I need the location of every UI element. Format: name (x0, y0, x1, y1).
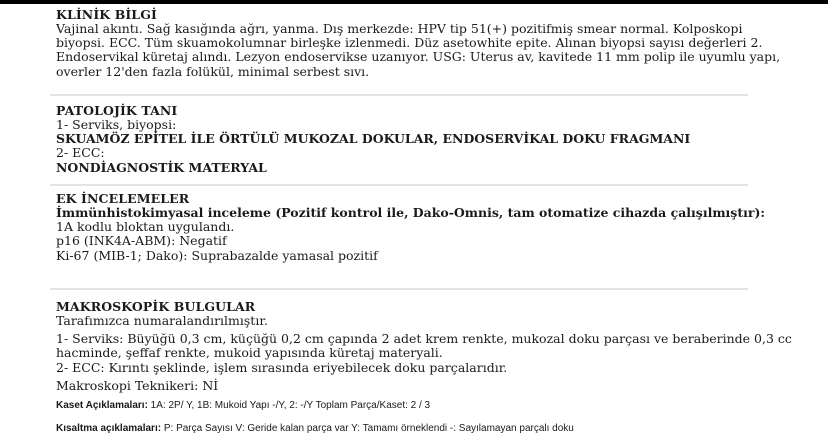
macro-item-2: 2- ECC: Kırıntı şeklinde, işlem sırasında eriyebilecek doku parçalarıdır. (56, 359, 508, 375)
abbreviation-descriptions (56, 422, 742, 435)
macro-item-1-line-2: hacminde, şeffaf renkte, mukoid yapısında küretaj materyali. (56, 345, 443, 361)
cassette-descriptions (56, 399, 742, 412)
abbreviation-label: Kısaltma açıklamaları: (56, 423, 162, 435)
abbreviation-text: P: Parça Sayısı V: Geride kalan parça var Y: Tamamı örneklendi -: Sayılamayan parçalı doku (161, 423, 574, 435)
ihc-p16-result: p16 (INK4A-ABM): Negatif (56, 233, 227, 249)
clinical-info-section (50, 7, 781, 96)
pathology-diagnosis-section (50, 104, 748, 186)
macroscopic-findings-section (50, 299, 792, 440)
macro-intro: Tarafımızca numaralandırılmıştır. (56, 313, 268, 328)
diagnosis-item-1-label: 1- Serviks, biyopsi: (56, 117, 177, 132)
diagnosis-item-2-result: NONDİAGNOSTİK MATERYAL (56, 159, 267, 175)
pathology-diagnosis-heading: PATOLOJİK TANI (56, 103, 178, 118)
clinical-info-line: overler 12'den fazla folükül, minimal serbest sıvı. (56, 63, 370, 79)
diagnosis-item-2-label: 2- ECC: (56, 145, 105, 161)
macro-technician: Makroskopi Teknikeri: Nİ (56, 377, 219, 393)
top-edge (0, 0, 828, 4)
clinical-info-heading: KLİNİK BİLGİ (56, 7, 157, 22)
ihc-title: İmmünhistokimyasal inceleme (Pozitif kontrol ile, Dako-Omnis, tam otomatize cihazda çalışılmıştır): (56, 205, 765, 220)
ihc-block: 1A kodlu bloktan uygulandı. (56, 219, 235, 235)
clinical-info-line: biyopsi. ECC. Tüm skuamokolumnar birleşke izlenmedi. Düz asetowhite epite. Alınan biyopsi sayısı değerleri 2. (56, 35, 763, 51)
macro-item-1-line-1: 1- Serviks: Büyüğü 0,3 cm, küçüğü 0,2 cm çapında 2 adet krem renkte, mukozal doku parçası ve beraberinde 0,3 cc (56, 331, 792, 347)
cassette-text: 1A: 2P/ Y, 1B: Mukoid Yapı -/Y, 2: -/Y Toplam Parça/Kaset: 2 / 3 (147, 400, 431, 412)
macroscopic-findings-heading: MAKROSKOPİK BULGULAR (56, 299, 256, 314)
additional-tests-heading: EK İNCELEMELER (56, 191, 190, 206)
clinical-info-line: Vajinal akıntı. Sağ kasığında ağrı, yanma. Dış merkezde: HPV tip 51(+) pozitifmiş smear normal. Kolposkopi (56, 21, 743, 36)
diagnosis-item-1-result: SKUAMÖZ EPİTEL İLE ÖRTÜLÜ MUKOZAL DOKULAR, ENDOSERVİKAL DOKU FRAGMANI (56, 131, 691, 147)
ihc-ki67-result: Ki-67 (MIB-1; Dako): Suprabazalde yamasal pozitif (56, 247, 378, 263)
clinical-info-line: Endoservikal küretaj alındı. Lezyon endoservikse uzanıyor. USG: Uterus av, kavitede 11 mm polip ile uyumlu yapı, (56, 49, 781, 65)
additional-tests-section (50, 191, 765, 290)
cassette-label: Kaset Açıklamaları: (56, 400, 148, 412)
